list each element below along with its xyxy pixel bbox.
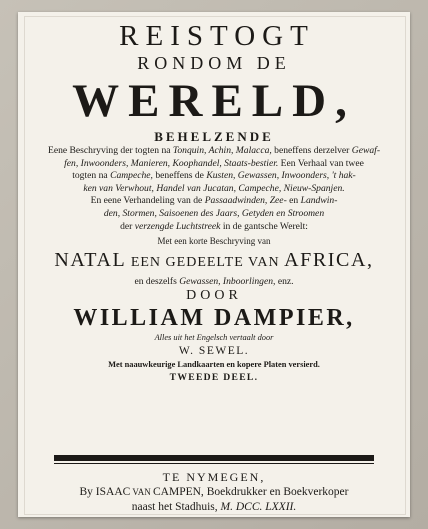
- description-text: beneffens de: [152, 170, 207, 182]
- description-text: Gewaf-: [351, 145, 381, 156]
- deszelfs-line: [32, 275, 396, 288]
- description-text: Een Verhaal van twee: [278, 157, 364, 169]
- imprint-place: TE NYMEGEN,: [162, 470, 266, 484]
- description-line-3: [32, 170, 396, 183]
- description-line-4: [32, 183, 396, 196]
- description-text: Eene Beschryving der togten na: [47, 145, 173, 156]
- description-text: der: [120, 220, 135, 232]
- maps-note: Met naauwkeurige Landkaarten en kopere Platen versierd.: [108, 360, 320, 370]
- title-page: [18, 12, 410, 517]
- description-block: [32, 145, 396, 233]
- gedeelte-words: EEN GEDEELTE VAN: [126, 255, 285, 271]
- description-text: En eene Verhandeling van de: [90, 195, 205, 207]
- imprint-text: VAN: [130, 487, 153, 497]
- deszelfs-text: en deszelfs: [134, 276, 180, 288]
- imprint-text: CAMPEN,: [153, 486, 204, 498]
- description-text: ken van Verwhout, Handel van Jucatan, Campeche, Nieuw-Spanjen.: [83, 182, 345, 194]
- imprint-address-date: [32, 500, 396, 515]
- imprint-date: M. DCC. LXXII.: [220, 501, 297, 513]
- description-text: beneffens derzelver: [271, 145, 352, 156]
- imprint-text: Boekdrukker en Boekverkoper: [203, 486, 349, 498]
- imprint-text: ISAAC: [95, 486, 131, 498]
- thick-rule-divider: [54, 455, 374, 461]
- translator-name: W. SEWEL.: [178, 345, 250, 358]
- natal-word: NATAL: [54, 249, 127, 272]
- imprint-text: naast het Stadhuis,: [131, 501, 221, 513]
- deszelfs-text: Gewassen, Inboorlingen,: [179, 276, 276, 288]
- description-text: den, Stormen, Saisoenen des Jaars, Getyden en Stroomen: [103, 207, 325, 219]
- translation-note: Alles uit het Engelsch vertaalt door: [154, 333, 274, 343]
- korte-beschryving-line: Met een korte Beschryving van: [157, 236, 271, 247]
- natal-africa-line: [32, 248, 396, 275]
- description-text: Campeche,: [110, 170, 153, 182]
- deszelfs-text: enz.: [275, 276, 294, 288]
- imprint-printer: [32, 485, 396, 500]
- description-line-1: [32, 145, 396, 158]
- description-text: en: [286, 195, 301, 207]
- description-text: Passaadwinden, Zee-: [204, 195, 287, 207]
- description-text: Kusten, Gewassen, Inwoonders, 't hak-: [206, 170, 356, 182]
- title-line-wereld: WERELD,: [72, 75, 356, 127]
- description-text: togten na: [72, 170, 111, 182]
- door-line: DOOR: [186, 288, 242, 304]
- description-text: in de gantsche Werelt:: [220, 220, 308, 232]
- volume-label: TWEEDE DEEL.: [169, 372, 259, 384]
- africa-word: AFRICA,: [284, 249, 374, 272]
- description-line-6: [32, 208, 396, 221]
- description-line-2: [32, 158, 396, 171]
- description-text: Tonquin, Achin, Malacca,: [172, 145, 272, 156]
- imprint-text: By: [79, 486, 96, 498]
- title-line-rondom-de: RONDOM DE: [137, 53, 291, 73]
- description-text: verzengde Luchtstreek: [134, 220, 221, 232]
- title-line-behelzende: BEHELZENDE: [154, 129, 274, 144]
- thin-rule-divider: [54, 463, 374, 464]
- title-page-text: [32, 20, 396, 513]
- description-line-7: [32, 221, 396, 234]
- description-text: Landwin-: [300, 195, 338, 207]
- author-name: WILLIAM DAMPIER,: [73, 305, 355, 332]
- description-line-5: [32, 195, 396, 208]
- title-line-reistogt: REISTOGT: [119, 20, 315, 52]
- imprint-block: [32, 469, 396, 515]
- description-text: fen, Inwoonders, Manieren, Koophandel, Staats-bestier.: [64, 157, 279, 169]
